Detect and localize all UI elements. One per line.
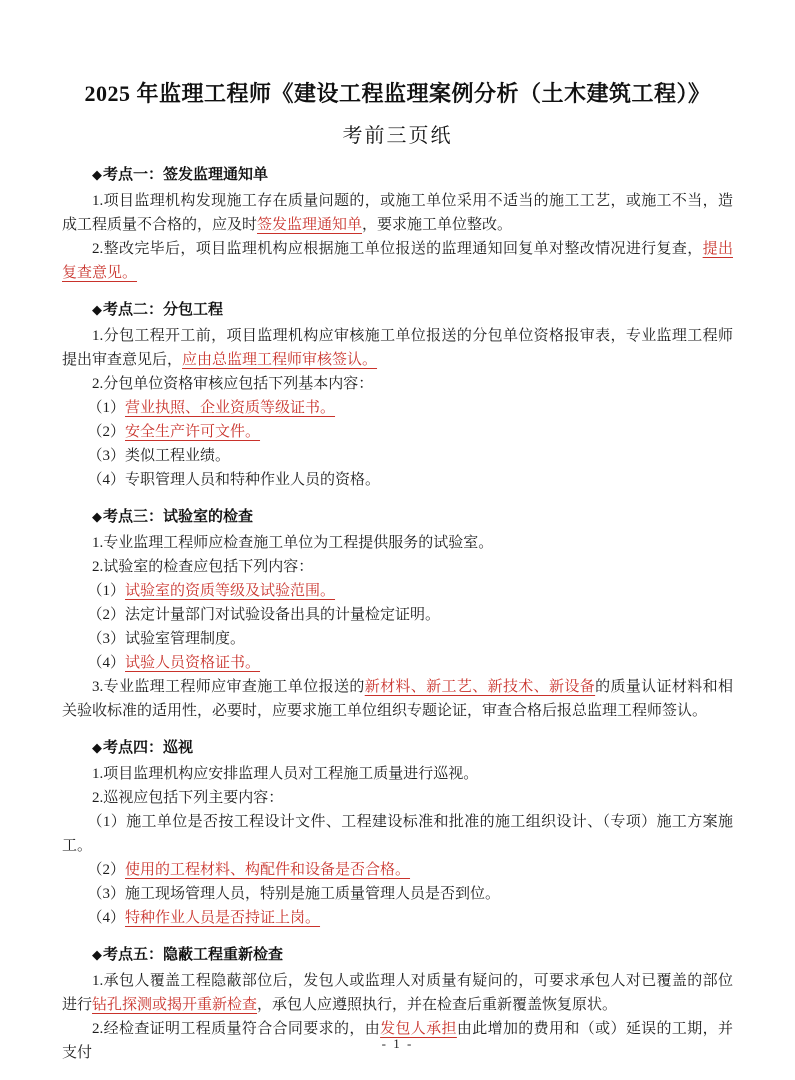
text-segment: 1.专业监理工程师应检查施工单位为工程提供服务的试验室。 [92, 535, 494, 551]
document-title: 2025 年监理工程师《建设工程监理案例分析（土木建筑工程）》 [84, 81, 711, 106]
text-segment: （3）类似工程业绩。 [87, 448, 231, 464]
text-segment: 2.经检查证明工程质量符合合同要求的，由 [92, 1021, 381, 1037]
text-segment: （4） [87, 655, 126, 671]
text-segment: （3）试验室管理制度。 [87, 631, 246, 647]
list-item [62, 420, 733, 444]
section-heading [62, 505, 733, 529]
highlighted-text: 特种作业人员是否持证上岗。 [125, 910, 321, 926]
section-heading-text: 考点三：试验室的检查 [103, 509, 254, 525]
highlighted-text: 签发监理通知单 [257, 217, 363, 233]
list-item [62, 603, 733, 627]
text-segment: 1.承包人覆盖工程隐蔽部位后，发包人或监理人对质量有疑问的，可要求承包人对已覆盖的部位进行 [62, 973, 733, 1013]
list-item [62, 579, 733, 603]
paragraph [62, 675, 733, 723]
text-segment: 3.专业监理工程师应审查施工单位报送的 [92, 679, 365, 695]
paragraph [62, 531, 733, 555]
diamond-bullet-icon: ◆ [92, 509, 102, 524]
list-item [62, 651, 733, 675]
text-segment: （2） [87, 424, 126, 440]
highlighted-text: 试验室的资质等级及试验范围。 [125, 583, 336, 599]
list-item [62, 906, 733, 930]
text-segment: （4）专职管理人员和特种作业人员的资格。 [87, 472, 381, 488]
diamond-bullet-icon: ◆ [92, 947, 102, 962]
list-item [62, 858, 733, 882]
text-segment: 1.项目监理机构发现施工存在质量问题的，或施工单位采用不适当的施工工艺，或施工不当，造成工程质量不合格的，应及时 [62, 193, 733, 233]
highlighted-text: 试验人员资格证书。 [125, 655, 261, 671]
text-segment: （1）施工单位是否按工程设计文件、工程建设标准和批准的施工组织设计、（专项）施工方案施工。 [62, 814, 733, 854]
text-segment: 2.分包单位资格审核应包括下列基本内容： [92, 376, 374, 392]
text-segment: （2） [87, 862, 126, 878]
text-segment: 2.整改完毕后，项目监理机构应根据施工单位报送的监理通知回复单对整改情况进行复查， [92, 241, 703, 257]
paragraph [62, 762, 733, 786]
highlighted-text: 使用的工程材料、构配件和设备是否合格。 [125, 862, 411, 878]
list-item [62, 444, 733, 468]
section-heading-text: 考点四：巡视 [103, 740, 194, 756]
section-heading [62, 943, 733, 967]
page-number: - 1 - [381, 1036, 414, 1051]
highlighted-text: 新材料、新工艺、新技术、新设备 [364, 679, 596, 695]
text-segment: （4） [87, 910, 126, 926]
highlighted-text: 钻孔探测或揭开重新检查 [92, 997, 258, 1013]
section-heading [62, 298, 733, 322]
diamond-bullet-icon: ◆ [92, 302, 102, 317]
diamond-bullet-icon: ◆ [92, 740, 102, 755]
section-heading [62, 163, 733, 187]
text-segment: （1） [87, 400, 126, 416]
highlighted-text: 营业执照、企业资质等级证书。 [125, 400, 336, 416]
paragraph [62, 324, 733, 372]
section-heading-text: 考点五：隐蔽工程重新检查 [103, 947, 284, 963]
list-item [62, 627, 733, 651]
text-segment: ，承包人应遵照执行，并在检查后重新覆盖恢复原状。 [257, 997, 618, 1013]
highlighted-text: 提出复查意见。 [62, 241, 733, 281]
text-segment: 1.项目监理机构应安排监理人员对工程施工质量进行巡视。 [92, 766, 479, 782]
highlighted-text: 发包人承担 [380, 1021, 457, 1037]
text-segment: ，要求施工单位整改。 [362, 217, 513, 233]
text-segment: 2.试验室的检查应包括下列内容： [92, 559, 314, 575]
highlighted-text: 应由总监理工程师审核签认。 [182, 352, 378, 368]
text-segment: 1.分包工程开工前，项目监理机构应审核施工单位报送的分包单位资格报审表，专业监理工程师提出审查意见后， [62, 328, 733, 368]
section-heading-text: 考点一：签发监理通知单 [103, 167, 269, 183]
text-segment: （3）施工现场管理人员，特别是施工质量管理人员是否到位。 [87, 886, 501, 902]
list-item [62, 810, 733, 858]
document-subtitle: 考前三页纸 [342, 125, 453, 147]
list-item [62, 396, 733, 420]
paragraph [62, 786, 733, 810]
highlighted-text: 安全生产许可文件。 [125, 424, 261, 440]
paragraph [62, 237, 733, 285]
paragraph [62, 555, 733, 579]
section-heading [62, 736, 733, 760]
text-segment: 2.巡视应包括下列主要内容： [92, 790, 284, 806]
text-segment: 由此增加的费用和（或）延误的工期，并支付 [62, 1021, 733, 1061]
paragraph [62, 189, 733, 237]
paragraph [62, 969, 733, 1017]
diamond-bullet-icon: ◆ [92, 167, 102, 182]
list-item [62, 882, 733, 906]
text-segment: （1） [87, 583, 126, 599]
document-body [62, 163, 733, 1065]
text-segment: （2）法定计量部门对试验设备出具的计量检定证明。 [87, 607, 441, 623]
paragraph [62, 372, 733, 396]
list-item [62, 468, 733, 492]
text-segment: 的质量认证材料和相关验收标准的适用性，必要时，应要求施工单位组织专题论证，审查合格后报总监理工程师签认。 [62, 679, 733, 719]
section-heading-text: 考点二：分包工程 [103, 302, 224, 318]
